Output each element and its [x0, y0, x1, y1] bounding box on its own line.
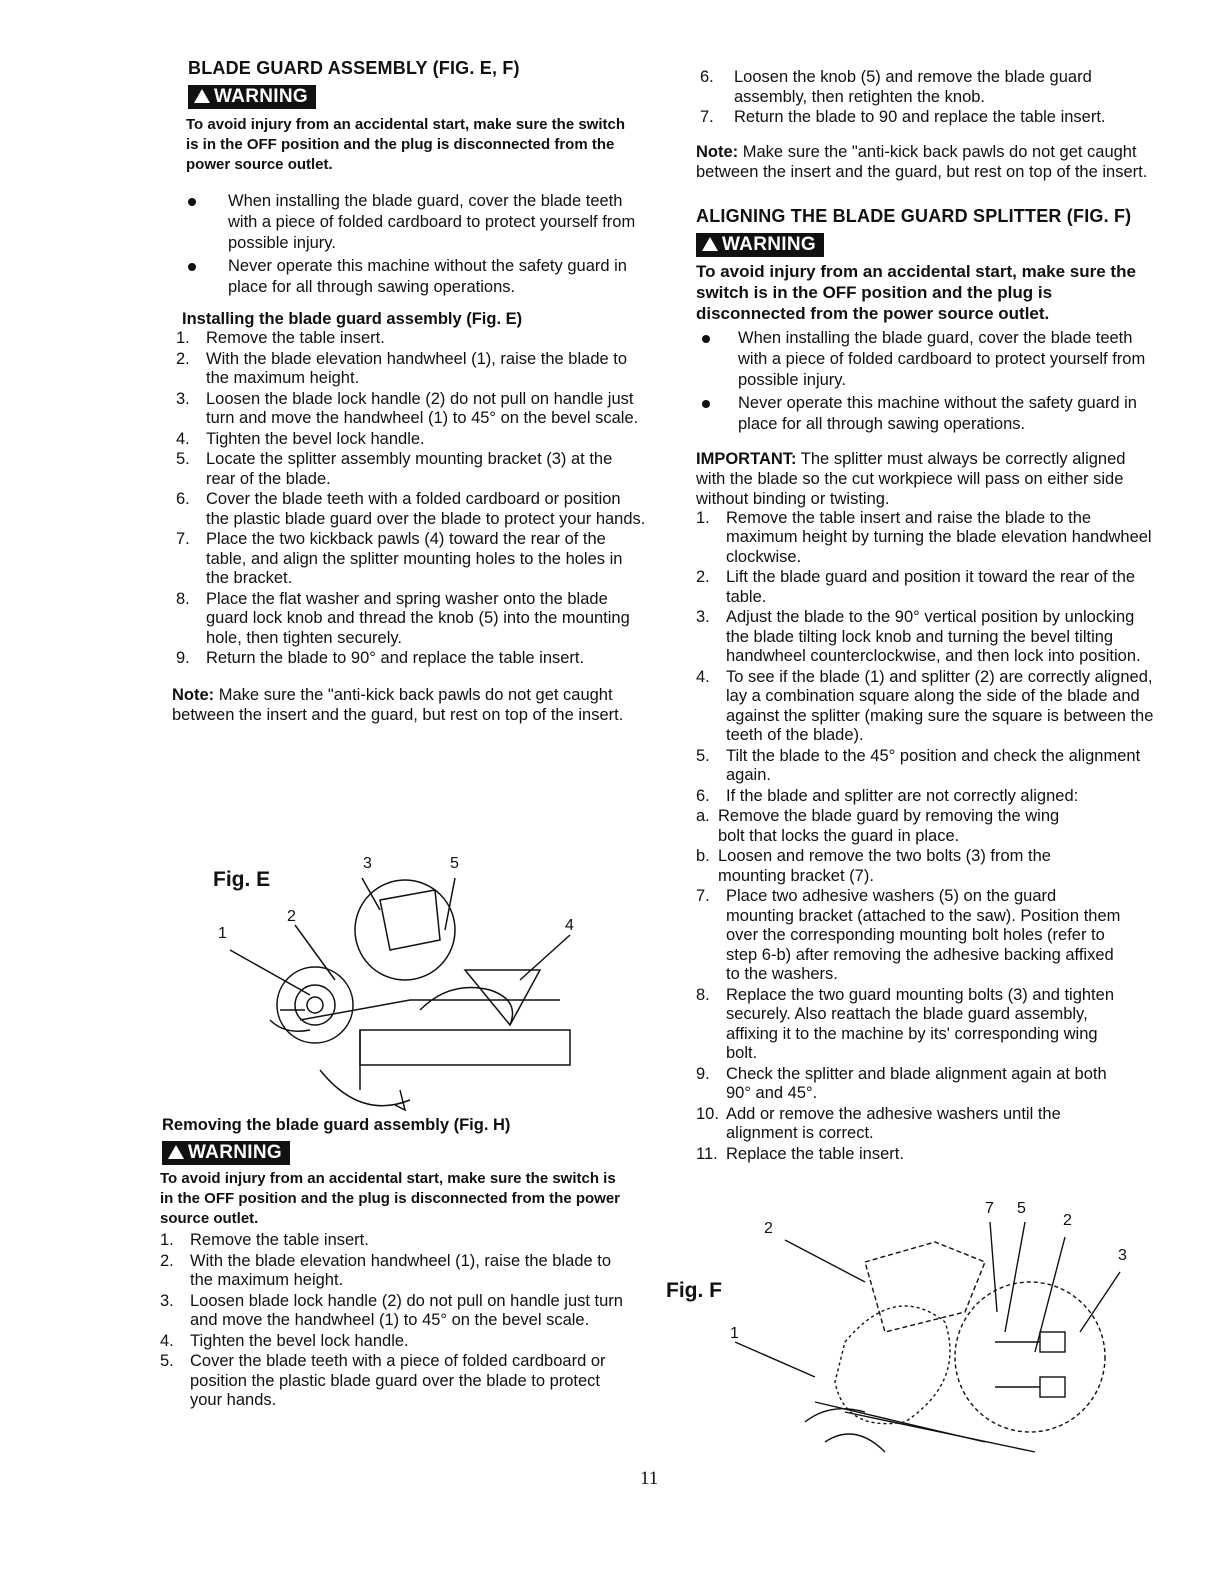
- callout-number: 1: [218, 925, 227, 942]
- removing-section: [160, 1116, 650, 1412]
- step-item: 3. Adjust the blade to the 90° vertical position by unlocking the blade tilting lock knob and turning the bevel tilting handwheel counterclockwise, and then lock into position.: [696, 608, 1141, 665]
- fig-f-illustration: [735, 1222, 1135, 1472]
- step-item: 3. Loosen blade lock handle (2) do not pull on handle just turn and move the handwheel (1) to 45° on the bevel scale.: [160, 1291, 623, 1329]
- substep-item: b. Loosen and remove the two bolts (3) from the mounting bracket (7).: [696, 847, 1051, 885]
- step-item: 4. To see if the blade (1) and splitter (2) are correctly aligned, lay a combination square along the side of the blade and against the splitter (making sure the square is between the teeth of the blade).: [696, 667, 1154, 744]
- remove-steps: [160, 1231, 630, 1411]
- callout-number: 7: [985, 1200, 994, 1217]
- callout-number: 5: [1017, 1200, 1026, 1217]
- note-paragraph: Note: Make sure the "anti-kick back pawls do not get caught between the insert and the guard, but rest on top of the insert.: [696, 142, 1148, 181]
- warning-triangle-icon: [194, 89, 210, 103]
- bullet-item: Never operate this machine without the safety guard in place for all through sawing operations.: [696, 393, 1166, 435]
- remove-heading: Removing the blade guard assembly (Fig. H): [162, 1116, 511, 1134]
- callout-number: 4: [565, 917, 574, 934]
- callout-number: 2: [1063, 1212, 1072, 1229]
- install-steps: [176, 329, 646, 669]
- step-item: 2. With the blade elevation handwheel (1), raise the blade to the maximum height.: [176, 349, 628, 387]
- bullet-item: When installing the blade guard, cover the blade teeth with a piece of folded cardboard to protect yourself from possible injury.: [182, 191, 650, 254]
- important-paragraph: IMPORTANT: The splitter must always be correctly aligned with the blade so the cut workpiece will pass on either side without binding or twisting.: [696, 449, 1126, 508]
- step-item: 1. Remove the table insert and raise the blade to the maximum height by turning the blade elevation handwheel clockwise.: [696, 508, 1152, 566]
- callout-number: 2: [764, 1220, 773, 1237]
- warning-triangle-icon: [168, 1145, 184, 1159]
- step-item: 6. If the blade and splitter are not correctly aligned:: [696, 786, 1079, 805]
- bullet-icon: [702, 400, 710, 408]
- step-item: 10. Add or remove the adhesive washers until the alignment is correct.: [696, 1104, 1061, 1142]
- callout-number: 2: [287, 908, 296, 925]
- fig-e-label: Fig. E: [213, 868, 271, 891]
- note-label: Note:: [696, 142, 739, 161]
- step-item: 6. Cover the blade teeth with a folded cardboard or position the plastic blade guard over the blade to protect your hands.: [176, 490, 646, 528]
- step-item: 4. Tighten the bevel lock handle.: [160, 1331, 409, 1350]
- align-steps-continued: [696, 887, 1126, 1164]
- step-item: 11. Replace the table insert.: [696, 1144, 904, 1163]
- bullet-icon: [188, 263, 196, 271]
- install-heading: Installing the blade guard assembly (Fig. E): [182, 310, 523, 328]
- step-item: 3. Loosen the blade lock handle (2) do not pull on handle just turn and move the handwheel (1) to 45° on the bevel scale.: [176, 389, 639, 427]
- page-number: 11: [640, 1468, 659, 1489]
- section-heading-aligning: ALIGNING THE BLADE GUARD SPLITTER (FIG. F): [696, 205, 1132, 226]
- step-item: 9. Return the blade to 90° and replace the table insert.: [176, 649, 585, 667]
- important-label: IMPORTANT:: [696, 449, 797, 468]
- bullet-list: [696, 328, 1166, 435]
- step-item: 4. Tighten the bevel lock handle.: [176, 429, 425, 448]
- callout-number: 5: [450, 855, 459, 872]
- step-item: 6. Loosen the knob (5) and remove the blade guard assembly, then retighten the knob.: [700, 68, 1092, 106]
- step-item: 7. Place two adhesive washers (5) on the guard mounting bracket (attached to the saw). Position them over the corresponding mounting bolt holes (refer to step 6-b) after removing the adhesive backing affixed to the washers.: [696, 887, 1121, 983]
- left-column: [172, 58, 650, 725]
- step-item: 5. Tilt the blade to the 45° position and check the alignment again.: [696, 746, 1141, 784]
- warning-text: To avoid injury from an accidental start, make sure the switch is in the OFF position and the plug is disconnected from the power source outlet.: [186, 116, 626, 173]
- warning-badge: [188, 85, 650, 109]
- step-item: 8. Place the flat washer and spring washer onto the blade guard lock knob and thread the knob (5) into the mounting hole, then tighten securely.: [176, 589, 630, 647]
- sub-steps: [696, 807, 1086, 886]
- bullet-icon: [188, 198, 196, 206]
- top-steps: [700, 68, 1166, 128]
- step-item: 5. Locate the splitter assembly mounting bracket (3) at the rear of the blade.: [176, 450, 613, 488]
- step-item: 7. Return the blade to 90 and replace the table insert.: [700, 108, 1106, 126]
- bullet-icon: [702, 335, 710, 343]
- bullet-item: When installing the blade guard, cover the blade teeth with a piece of folded cardboard to protect yourself from possible injury.: [696, 328, 1166, 391]
- callout-number: 3: [1118, 1247, 1127, 1264]
- step-item: 9. Check the splitter and blade alignment again at both 90° and 45°.: [696, 1064, 1107, 1102]
- warning-badge: WARNING: [162, 1141, 650, 1165]
- warning-triangle-icon: [702, 237, 718, 251]
- step-item: 2. Lift the blade guard and position it toward the rear of the table.: [696, 568, 1136, 606]
- bullet-list: [182, 191, 650, 298]
- substep-item: a. Remove the blade guard by removing the wing bolt that locks the guard in place.: [696, 807, 1060, 845]
- section-heading-blade-guard: BLADE GUARD ASSEMBLY (FIG. E, F): [188, 58, 520, 78]
- fig-f-label: Fig. F: [666, 1279, 722, 1302]
- align-steps: [696, 509, 1158, 807]
- step-item: 1. Remove the table insert.: [160, 1231, 369, 1249]
- warning-badge: WARNING: [696, 233, 1166, 257]
- step-item: 1. Remove the table insert.: [176, 329, 385, 347]
- right-column: [696, 68, 1166, 1165]
- fig-e-illustration: [210, 870, 590, 1120]
- warning-text: To avoid injury from an accidental start, make sure the switch is in the OFF position and the plug is disconnected from the power source outlet.: [160, 1170, 621, 1227]
- callout-number: 3: [363, 855, 372, 872]
- step-item: 8. Replace the two guard mounting bolts (3) and tighten securely. Also reattach the blade guard assembly, affixing it to the machine by its' corresponding wing bolt.: [696, 985, 1114, 1062]
- step-item: 5. Cover the blade teeth with a piece of folded cardboard or position the plastic blade guard over the blade to protect your hands.: [160, 1352, 606, 1409]
- warning-label: WARNING: [214, 86, 308, 107]
- note-paragraph: Note: Make sure the "anti-kick back pawls do not get caught between the insert and the guard, but rest on top of the insert.: [172, 685, 624, 724]
- step-item: 2. With the blade elevation handwheel (1), raise the blade to the maximum height.: [160, 1251, 612, 1289]
- warning-text: To avoid injury from an accidental start, make sure the switch is in the OFF position and the plug is disconnected from the power source outlet.: [696, 261, 1136, 323]
- step-item: 7. Place the two kickback pawls (4) toward the rear of the table, and align the splitter mounting holes to the holes in the bracket.: [176, 530, 623, 587]
- bullet-item: Never operate this machine without the safety guard in place for all through sawing operations.: [182, 256, 650, 298]
- note-label: Note:: [172, 685, 215, 704]
- callout-number: 1: [730, 1325, 739, 1342]
